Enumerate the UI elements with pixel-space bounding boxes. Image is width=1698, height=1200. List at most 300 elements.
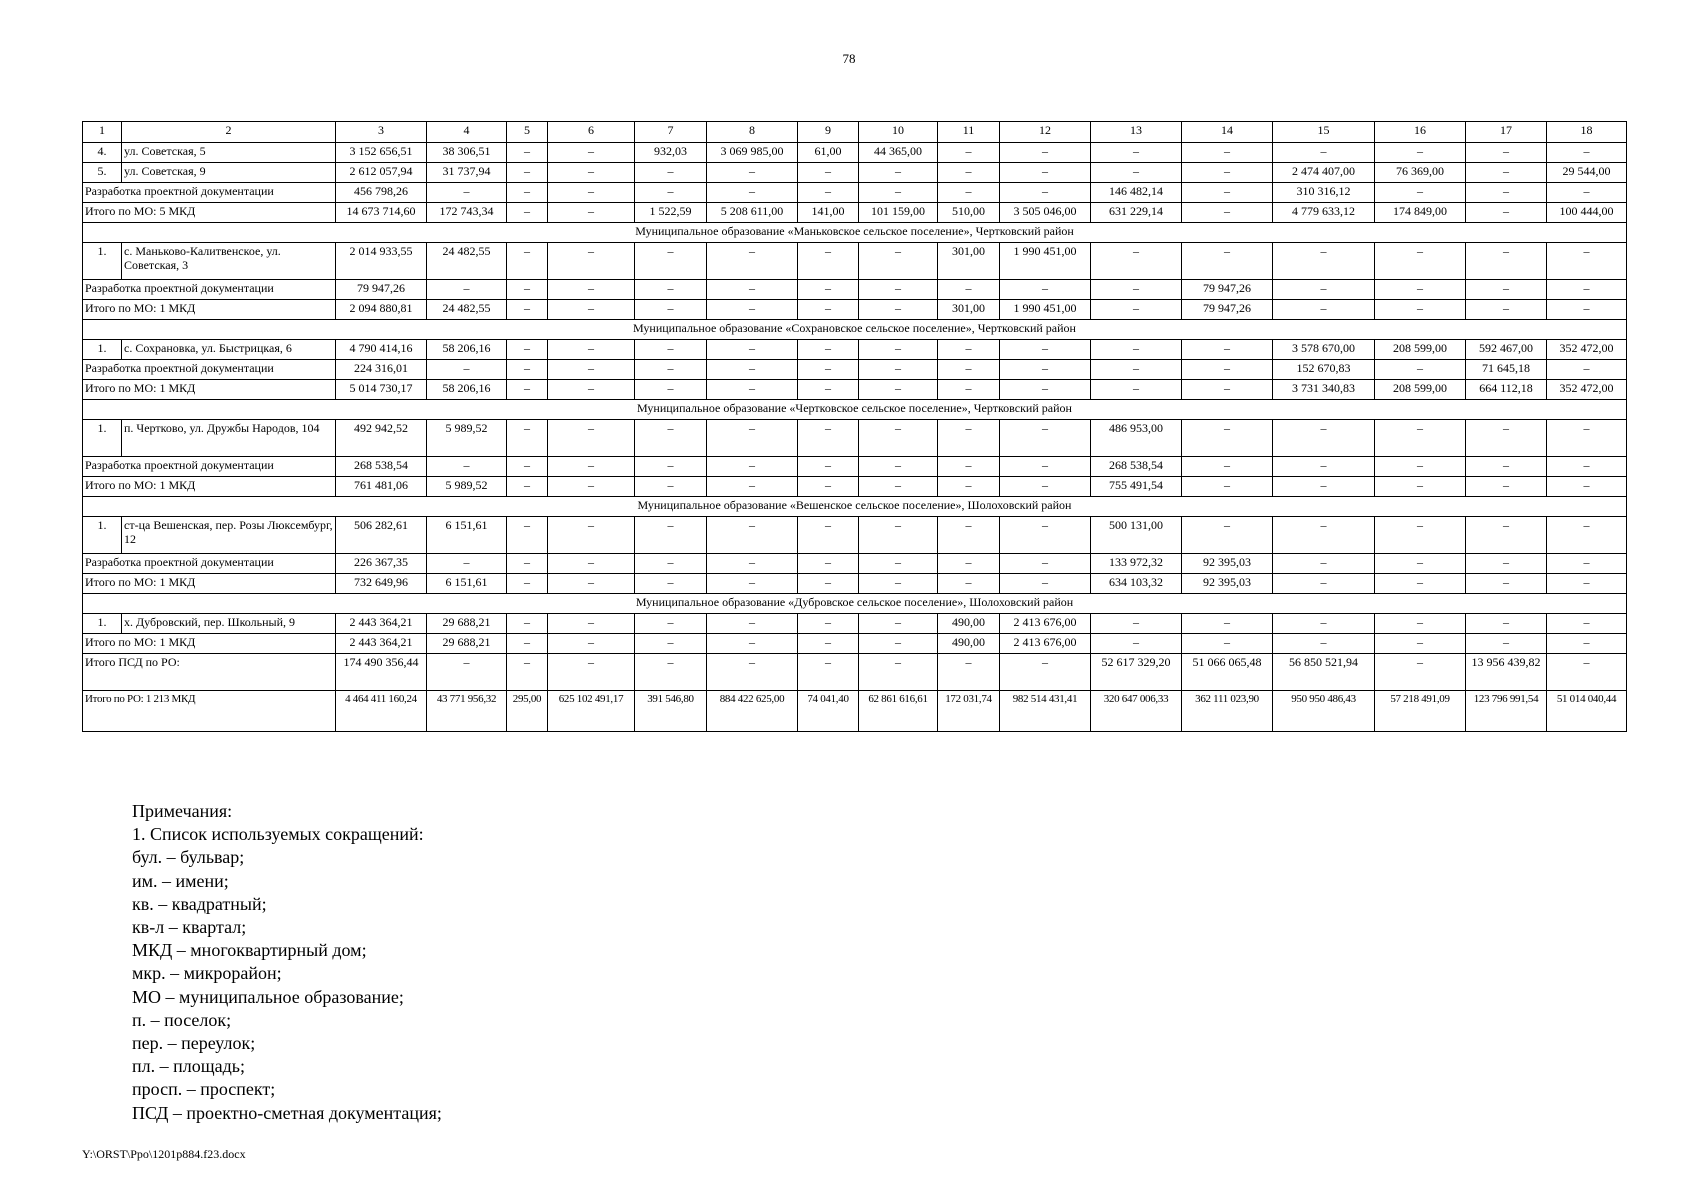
value-cell: 38 306,51	[427, 143, 507, 163]
value-cell: –	[859, 340, 938, 360]
budget-table-container	[82, 121, 1627, 732]
note-line: им. – имени;	[132, 870, 229, 891]
value-cell: 141,00	[798, 203, 859, 223]
value-cell: –	[859, 420, 938, 457]
value-cell: –	[548, 614, 635, 634]
value-cell: –	[1547, 280, 1627, 300]
value-cell: –	[1182, 203, 1273, 223]
value-cell: –	[798, 340, 859, 360]
column-number-row	[83, 122, 1627, 143]
value-cell: –	[635, 477, 707, 497]
value-cell: –	[1000, 574, 1091, 594]
value-cell: 92 395,03	[1182, 574, 1273, 594]
value-cell: –	[798, 360, 859, 380]
value-cell: 3 578 670,00	[1273, 340, 1375, 360]
address-cell: с. Сохрановка, ул. Быстрицкая, 6	[122, 340, 336, 360]
column-number-cell: 13	[1091, 122, 1182, 143]
value-cell: –	[798, 554, 859, 574]
value-cell: 152 670,83	[1273, 360, 1375, 380]
value-cell: –	[938, 340, 1000, 360]
value-cell: –	[1182, 340, 1273, 360]
value-cell: 310 316,12	[1273, 183, 1375, 203]
address-cell: х. Дубровский, пер. Школьный, 9	[122, 614, 336, 634]
value-cell: –	[1182, 380, 1273, 400]
value-cell: 43 771 956,32	[427, 691, 507, 732]
value-cell: 506 282,61	[336, 517, 427, 554]
value-cell: –	[548, 163, 635, 183]
value-cell: 490,00	[938, 634, 1000, 654]
value-cell: –	[427, 457, 507, 477]
value-cell: –	[507, 360, 548, 380]
value-cell: –	[427, 280, 507, 300]
value-cell: 79 947,26	[336, 280, 427, 300]
column-number-cell: 12	[1000, 122, 1091, 143]
summary-row	[83, 477, 1627, 497]
value-cell: –	[507, 654, 548, 691]
value-cell: 58 206,16	[427, 380, 507, 400]
value-cell: –	[707, 420, 798, 457]
value-cell: –	[635, 300, 707, 320]
row-number: 5.	[83, 163, 122, 183]
value-cell: –	[1182, 183, 1273, 203]
value-cell: –	[1091, 300, 1182, 320]
summary-row	[83, 574, 1627, 594]
value-cell: –	[635, 243, 707, 280]
summary-label: Разработка проектной документации	[83, 183, 336, 203]
value-cell: 3 069 985,00	[707, 143, 798, 163]
value-cell: –	[635, 654, 707, 691]
value-cell: –	[1000, 420, 1091, 457]
note-line: МО – муниципальное образование;	[132, 986, 404, 1007]
value-cell: –	[938, 574, 1000, 594]
value-cell: –	[707, 243, 798, 280]
value-cell: 268 538,54	[336, 457, 427, 477]
value-cell: 5 989,52	[427, 477, 507, 497]
value-cell: 4 464 411 160,24	[336, 691, 427, 732]
value-cell: –	[938, 420, 1000, 457]
summary-row	[83, 203, 1627, 223]
value-cell: –	[938, 183, 1000, 203]
summary-row	[83, 634, 1627, 654]
value-cell: –	[1375, 457, 1466, 477]
value-cell: 2 443 364,21	[336, 634, 427, 654]
value-cell: –	[1547, 574, 1627, 594]
value-cell: –	[1375, 574, 1466, 594]
value-cell: –	[1466, 614, 1547, 634]
note-line: просп. – проспект;	[132, 1079, 276, 1100]
value-cell: 486 953,00	[1091, 420, 1182, 457]
summary-label: Итого по МО: 1 МКД	[83, 477, 336, 497]
value-cell: 755 491,54	[1091, 477, 1182, 497]
value-cell: 1 522,59	[635, 203, 707, 223]
value-cell: 100 444,00	[1547, 203, 1627, 223]
value-cell: –	[859, 574, 938, 594]
value-cell: –	[1466, 420, 1547, 457]
value-cell: –	[707, 554, 798, 574]
value-cell: –	[1000, 457, 1091, 477]
value-cell: –	[798, 477, 859, 497]
value-cell: –	[548, 634, 635, 654]
value-cell: –	[635, 574, 707, 594]
summary-label: Итого по МО: 5 МКД	[83, 203, 336, 223]
value-cell: –	[798, 380, 859, 400]
value-cell: –	[635, 163, 707, 183]
value-cell: –	[1273, 280, 1375, 300]
value-cell: –	[507, 203, 548, 223]
value-cell: –	[1091, 143, 1182, 163]
value-cell: –	[1466, 243, 1547, 280]
summary-row	[83, 554, 1627, 574]
value-cell: –	[635, 420, 707, 457]
summary-label: Итого ПСД по РО:	[83, 654, 336, 691]
value-cell: –	[548, 574, 635, 594]
note-line: ПСД – проектно-сметная документация;	[132, 1102, 442, 1123]
value-cell: –	[1000, 360, 1091, 380]
column-number-cell: 8	[707, 122, 798, 143]
value-cell: –	[635, 280, 707, 300]
row-number: 1.	[83, 340, 122, 360]
value-cell: –	[707, 340, 798, 360]
note-line: бул. – бульвар;	[132, 847, 245, 868]
value-cell: –	[548, 143, 635, 163]
value-cell: –	[938, 380, 1000, 400]
table-row	[83, 143, 1627, 163]
value-cell: –	[1182, 243, 1273, 280]
summary-label: Итого по МО: 1 МКД	[83, 300, 336, 320]
column-number-cell: 9	[798, 122, 859, 143]
value-cell: –	[507, 517, 548, 554]
value-cell: 29 688,21	[427, 634, 507, 654]
value-cell: –	[548, 203, 635, 223]
value-cell: 352 472,00	[1547, 340, 1627, 360]
address-cell: п. Чертково, ул. Дружбы Народов, 104	[122, 420, 336, 457]
value-cell: 268 538,54	[1091, 457, 1182, 477]
summary-row	[83, 654, 1627, 691]
column-number-cell: 18	[1547, 122, 1627, 143]
value-cell: –	[707, 380, 798, 400]
value-cell: 510,00	[938, 203, 1000, 223]
value-cell: –	[938, 554, 1000, 574]
column-number-cell: 6	[548, 122, 635, 143]
value-cell: –	[1466, 634, 1547, 654]
value-cell: –	[1273, 457, 1375, 477]
value-cell: –	[507, 380, 548, 400]
budget-table	[82, 121, 1627, 732]
value-cell: 5 014 730,17	[336, 380, 427, 400]
value-cell: 884 422 625,00	[707, 691, 798, 732]
value-cell: –	[548, 554, 635, 574]
value-cell: 61,00	[798, 143, 859, 163]
note-line: пер. – переулок;	[132, 1033, 256, 1054]
value-cell: –	[1547, 654, 1627, 691]
value-cell: –	[859, 183, 938, 203]
value-cell: 52 617 329,20	[1091, 654, 1182, 691]
value-cell: 123 796 991,54	[1466, 691, 1547, 732]
summary-row	[83, 360, 1627, 380]
value-cell: –	[1273, 574, 1375, 594]
value-cell: –	[507, 183, 548, 203]
value-cell: –	[548, 183, 635, 203]
column-number-cell: 16	[1375, 122, 1466, 143]
value-cell: –	[507, 340, 548, 360]
note-line: мкр. – микрорайон;	[132, 963, 282, 984]
value-cell: –	[1375, 477, 1466, 497]
value-cell: 2 474 407,00	[1273, 163, 1375, 183]
column-number-cell: 3	[336, 122, 427, 143]
value-cell: 634 103,32	[1091, 574, 1182, 594]
value-cell: 3 505 046,00	[1000, 203, 1091, 223]
summary-row	[83, 183, 1627, 203]
note-line: п. – поселок;	[132, 1009, 232, 1030]
value-cell: –	[938, 517, 1000, 554]
value-cell: –	[1375, 360, 1466, 380]
page-number: 78	[842, 51, 856, 66]
note-line: 1. Список используемых сокращений:	[132, 824, 424, 845]
value-cell: –	[507, 280, 548, 300]
value-cell: –	[507, 143, 548, 163]
value-cell: –	[427, 554, 507, 574]
value-cell: –	[1466, 300, 1547, 320]
value-cell: 29 544,00	[1547, 163, 1627, 183]
column-number-cell: 5	[507, 122, 548, 143]
value-cell: –	[859, 517, 938, 554]
value-cell: –	[1182, 143, 1273, 163]
value-cell: –	[1375, 420, 1466, 457]
section-title: Муниципальное образование «Вешенское сельское поселение», Шолоховский район	[83, 497, 1627, 517]
value-cell: 6 151,61	[427, 574, 507, 594]
section-header-row	[83, 594, 1627, 614]
section-title: Муниципальное образование «Дубровское сельское поселение», Шолоховский район	[83, 594, 1627, 614]
value-cell: 391 546,80	[635, 691, 707, 732]
value-cell: 71 645,18	[1466, 360, 1547, 380]
value-cell: –	[1273, 477, 1375, 497]
value-cell: 301,00	[938, 300, 1000, 320]
value-cell: –	[938, 280, 1000, 300]
value-cell: 44 365,00	[859, 143, 938, 163]
value-cell: –	[507, 614, 548, 634]
value-cell: 62 861 616,61	[859, 691, 938, 732]
value-cell: –	[1091, 340, 1182, 360]
value-cell: –	[1547, 554, 1627, 574]
value-cell: –	[1182, 360, 1273, 380]
row-number: 1.	[83, 517, 122, 554]
value-cell: –	[1375, 554, 1466, 574]
value-cell: –	[707, 574, 798, 594]
value-cell: 76 369,00	[1375, 163, 1466, 183]
value-cell: –	[707, 614, 798, 634]
value-cell: 57 218 491,09	[1375, 691, 1466, 732]
value-cell: 14 673 714,60	[336, 203, 427, 223]
value-cell: –	[548, 457, 635, 477]
value-cell: –	[859, 243, 938, 280]
value-cell: –	[1091, 163, 1182, 183]
value-cell: –	[507, 477, 548, 497]
value-cell: –	[1273, 634, 1375, 654]
value-cell: 133 972,32	[1091, 554, 1182, 574]
value-cell: 51 014 040,44	[1547, 691, 1627, 732]
value-cell: –	[1375, 183, 1466, 203]
value-cell: –	[707, 654, 798, 691]
value-cell: –	[938, 163, 1000, 183]
value-cell: –	[1182, 163, 1273, 183]
value-cell: 732 649,96	[336, 574, 427, 594]
value-cell: –	[635, 340, 707, 360]
row-number: 1.	[83, 614, 122, 634]
file-path-footer: Y:\ORST\Ppo\1201p884.f23.docx	[82, 1147, 246, 1161]
notes-block	[132, 800, 442, 1125]
value-cell: –	[859, 163, 938, 183]
value-cell: –	[427, 360, 507, 380]
value-cell: –	[548, 360, 635, 380]
value-cell: 5 208 611,00	[707, 203, 798, 223]
value-cell: –	[1547, 143, 1627, 163]
value-cell: 492 942,52	[336, 420, 427, 457]
value-cell: 4 779 633,12	[1273, 203, 1375, 223]
value-cell: –	[1466, 163, 1547, 183]
value-cell: –	[1547, 300, 1627, 320]
value-cell: 2 612 057,94	[336, 163, 427, 183]
value-cell: –	[635, 457, 707, 477]
value-cell: –	[1273, 420, 1375, 457]
value-cell: –	[1273, 614, 1375, 634]
summary-row	[83, 457, 1627, 477]
value-cell: 174 849,00	[1375, 203, 1466, 223]
value-cell: –	[1273, 517, 1375, 554]
value-cell: –	[635, 517, 707, 554]
column-number-cell: 14	[1182, 122, 1273, 143]
value-cell: 208 599,00	[1375, 340, 1466, 360]
value-cell: –	[635, 380, 707, 400]
value-cell: –	[1375, 634, 1466, 654]
value-cell: 51 066 065,48	[1182, 654, 1273, 691]
value-cell: 982 514 431,41	[1000, 691, 1091, 732]
value-cell: –	[548, 517, 635, 554]
value-cell: 31 737,94	[427, 163, 507, 183]
value-cell: 1 990 451,00	[1000, 243, 1091, 280]
value-cell: –	[507, 574, 548, 594]
value-cell: –	[1000, 163, 1091, 183]
value-cell: –	[1182, 477, 1273, 497]
value-cell: –	[1547, 457, 1627, 477]
value-cell: 58 206,16	[427, 340, 507, 360]
value-cell: 500 131,00	[1091, 517, 1182, 554]
column-number-cell: 1	[83, 122, 122, 143]
value-cell: 932,03	[635, 143, 707, 163]
value-cell: –	[548, 280, 635, 300]
value-cell: –	[1000, 477, 1091, 497]
summary-label: Итого по МО: 1 МКД	[83, 574, 336, 594]
value-cell: –	[707, 280, 798, 300]
value-cell: –	[1375, 614, 1466, 634]
value-cell: –	[548, 380, 635, 400]
note-line: МКД – многоквартирный дом;	[132, 940, 367, 961]
value-cell: –	[798, 634, 859, 654]
value-cell: –	[635, 554, 707, 574]
value-cell: 761 481,06	[336, 477, 427, 497]
value-cell: –	[548, 243, 635, 280]
value-cell: –	[707, 634, 798, 654]
address-cell: ст-ца Вешенская, пер. Розы Люксембург, 12	[122, 517, 336, 554]
summary-label: Разработка проектной документации	[83, 360, 336, 380]
value-cell: –	[1466, 574, 1547, 594]
value-cell: –	[1547, 477, 1627, 497]
value-cell: –	[859, 614, 938, 634]
value-cell: –	[1182, 457, 1273, 477]
value-cell: 146 482,14	[1091, 183, 1182, 203]
value-cell: 172 031,74	[938, 691, 1000, 732]
value-cell: –	[938, 360, 1000, 380]
value-cell: –	[1091, 280, 1182, 300]
value-cell: –	[548, 340, 635, 360]
value-cell: –	[859, 380, 938, 400]
value-cell: –	[507, 634, 548, 654]
value-cell: –	[707, 517, 798, 554]
value-cell: –	[1000, 554, 1091, 574]
value-cell: –	[1547, 183, 1627, 203]
value-cell: –	[1547, 243, 1627, 280]
value-cell: 490,00	[938, 614, 1000, 634]
section-header-row	[83, 223, 1627, 243]
address-cell: с. Маньково-Калитвенское, ул. Советская, 3	[122, 243, 336, 280]
value-cell: –	[548, 477, 635, 497]
value-cell: 295,00	[507, 691, 548, 732]
value-cell: 3 731 340,83	[1273, 380, 1375, 400]
value-cell: –	[1466, 280, 1547, 300]
value-cell: –	[798, 183, 859, 203]
summary-row	[83, 380, 1627, 400]
column-number-cell: 15	[1273, 122, 1375, 143]
value-cell: –	[1182, 420, 1273, 457]
value-cell: –	[507, 420, 548, 457]
value-cell: –	[798, 420, 859, 457]
value-cell: –	[798, 614, 859, 634]
value-cell: –	[1000, 654, 1091, 691]
value-cell: –	[1000, 517, 1091, 554]
value-cell: –	[859, 554, 938, 574]
value-cell: –	[707, 163, 798, 183]
value-cell: –	[548, 420, 635, 457]
table-row	[83, 340, 1627, 360]
value-cell: 101 159,00	[859, 203, 938, 223]
value-cell: 320 647 006,33	[1091, 691, 1182, 732]
value-cell: –	[798, 243, 859, 280]
value-cell: –	[1375, 654, 1466, 691]
value-cell: 79 947,26	[1182, 280, 1273, 300]
value-cell: –	[1091, 614, 1182, 634]
value-cell: 174 490 356,44	[336, 654, 427, 691]
value-cell: –	[938, 143, 1000, 163]
value-cell: 74 041,40	[798, 691, 859, 732]
value-cell: –	[1091, 360, 1182, 380]
value-cell: –	[1547, 360, 1627, 380]
value-cell: –	[1273, 243, 1375, 280]
value-cell: 13 956 439,82	[1466, 654, 1547, 691]
note-line: кв. – квадратный;	[132, 893, 267, 914]
value-cell: –	[1375, 143, 1466, 163]
value-cell: 56 850 521,94	[1273, 654, 1375, 691]
column-number-cell: 4	[427, 122, 507, 143]
value-cell: 208 599,00	[1375, 380, 1466, 400]
value-cell: 2 413 676,00	[1000, 614, 1091, 634]
value-cell: –	[635, 360, 707, 380]
value-cell: –	[548, 654, 635, 691]
value-cell: 2 094 880,81	[336, 300, 427, 320]
value-cell: 29 688,21	[427, 614, 507, 634]
value-cell: –	[507, 300, 548, 320]
summary-label: Разработка проектной документации	[83, 457, 336, 477]
value-cell: –	[1466, 457, 1547, 477]
column-number-cell: 17	[1466, 122, 1547, 143]
